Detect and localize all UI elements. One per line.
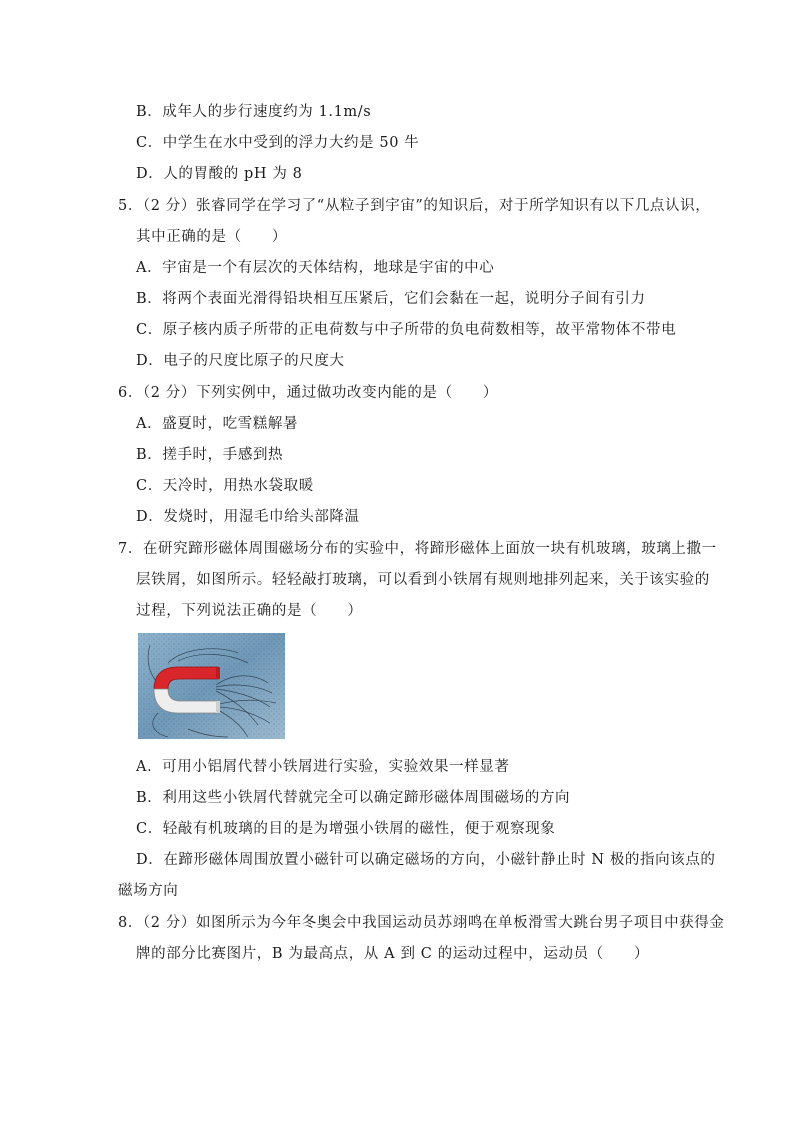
- q8-stem-line2: 牌的部分比赛图片，B 为最高点，从 A 到 C 的运动过程中，运动员（ ）: [136, 946, 650, 962]
- q6-stem: 6．（2 分）下列实例中，通过做功改变内能的是（ ）: [118, 385, 499, 401]
- q6-option-d: D．发烧时，用湿毛巾给头部降温: [136, 509, 360, 525]
- horseshoe-magnet-figure: [138, 633, 285, 739]
- q5-option-c: C．原子核内质子所带的正电荷数与中子所带的负电荷数相等，故平常物体不带电: [136, 322, 677, 338]
- q4-option-c: C．中学生在水中受到的浮力大约是 50 牛: [136, 135, 420, 151]
- q4-option-d: D．人的胃酸的 pH 为 8: [136, 166, 303, 182]
- q7-option-d-line2: 磁场方向: [118, 883, 179, 899]
- q7-stem-line1: 7．在研究蹄形磁体周围磁场分布的实验中，将蹄形磁体上面放一块有机玻璃，玻璃上撒一: [118, 541, 717, 557]
- q5-option-a: A．宇宙是一个有层次的天体结构，地球是宇宙的中心: [136, 260, 495, 276]
- q6-option-a: A．盛夏时，吃雪糕解暑: [136, 416, 299, 432]
- q7-option-a: A．可用小铝屑代替小铁屑进行实验，实验效果一样显著: [136, 759, 510, 775]
- q6-option-b: B．搓手时，手感到热: [136, 447, 284, 463]
- q7-option-d-line1: D．在蹄形磁体周围放置小磁针可以确定磁场的方向，小磁针静止时 N 极的指向该点的: [136, 852, 716, 868]
- horseshoe-magnet-image: [138, 633, 285, 739]
- q5-option-b: B．将两个表面光滑得铅块相互压紧后，它们会黏在一起，说明分子间有引力: [136, 291, 646, 307]
- q7-option-c: C．轻敲有机玻璃的目的是为增强小铁屑的磁性，便于观察现象: [136, 821, 556, 837]
- q4-option-b: B．成年人的步行速度约为 1.1m/s: [136, 104, 372, 120]
- q5-stem-line1: 5．（2 分）张睿同学在学习了“从粒子到宇宙”的知识后，对于所学知识有以下几点认识，: [118, 198, 711, 214]
- q7-option-b: B．利用这些小铁屑代替就完全可以确定蹄形磁体周围磁场的方向: [136, 790, 571, 806]
- q5-stem-line2: 其中正确的是（ ）: [136, 229, 287, 245]
- q5-option-d: D．电子的尺度比原子的尺度大: [136, 353, 345, 369]
- q7-stem-line2: 层铁屑，如图所示。轻轻敲打玻璃，可以看到小铁屑有规则地排列起来，关于该实验的: [136, 572, 710, 588]
- q8-stem-line1: 8．（2 分）如图所示为今年冬奥会中我国运动员苏翊鸣在单板滑雪大跳台男子项目中获得金: [118, 915, 725, 931]
- q7-stem-line3: 过程，下列说法正确的是（ ）: [136, 603, 363, 619]
- q6-option-c: C．天冷时，用热水袋取暖: [136, 478, 314, 494]
